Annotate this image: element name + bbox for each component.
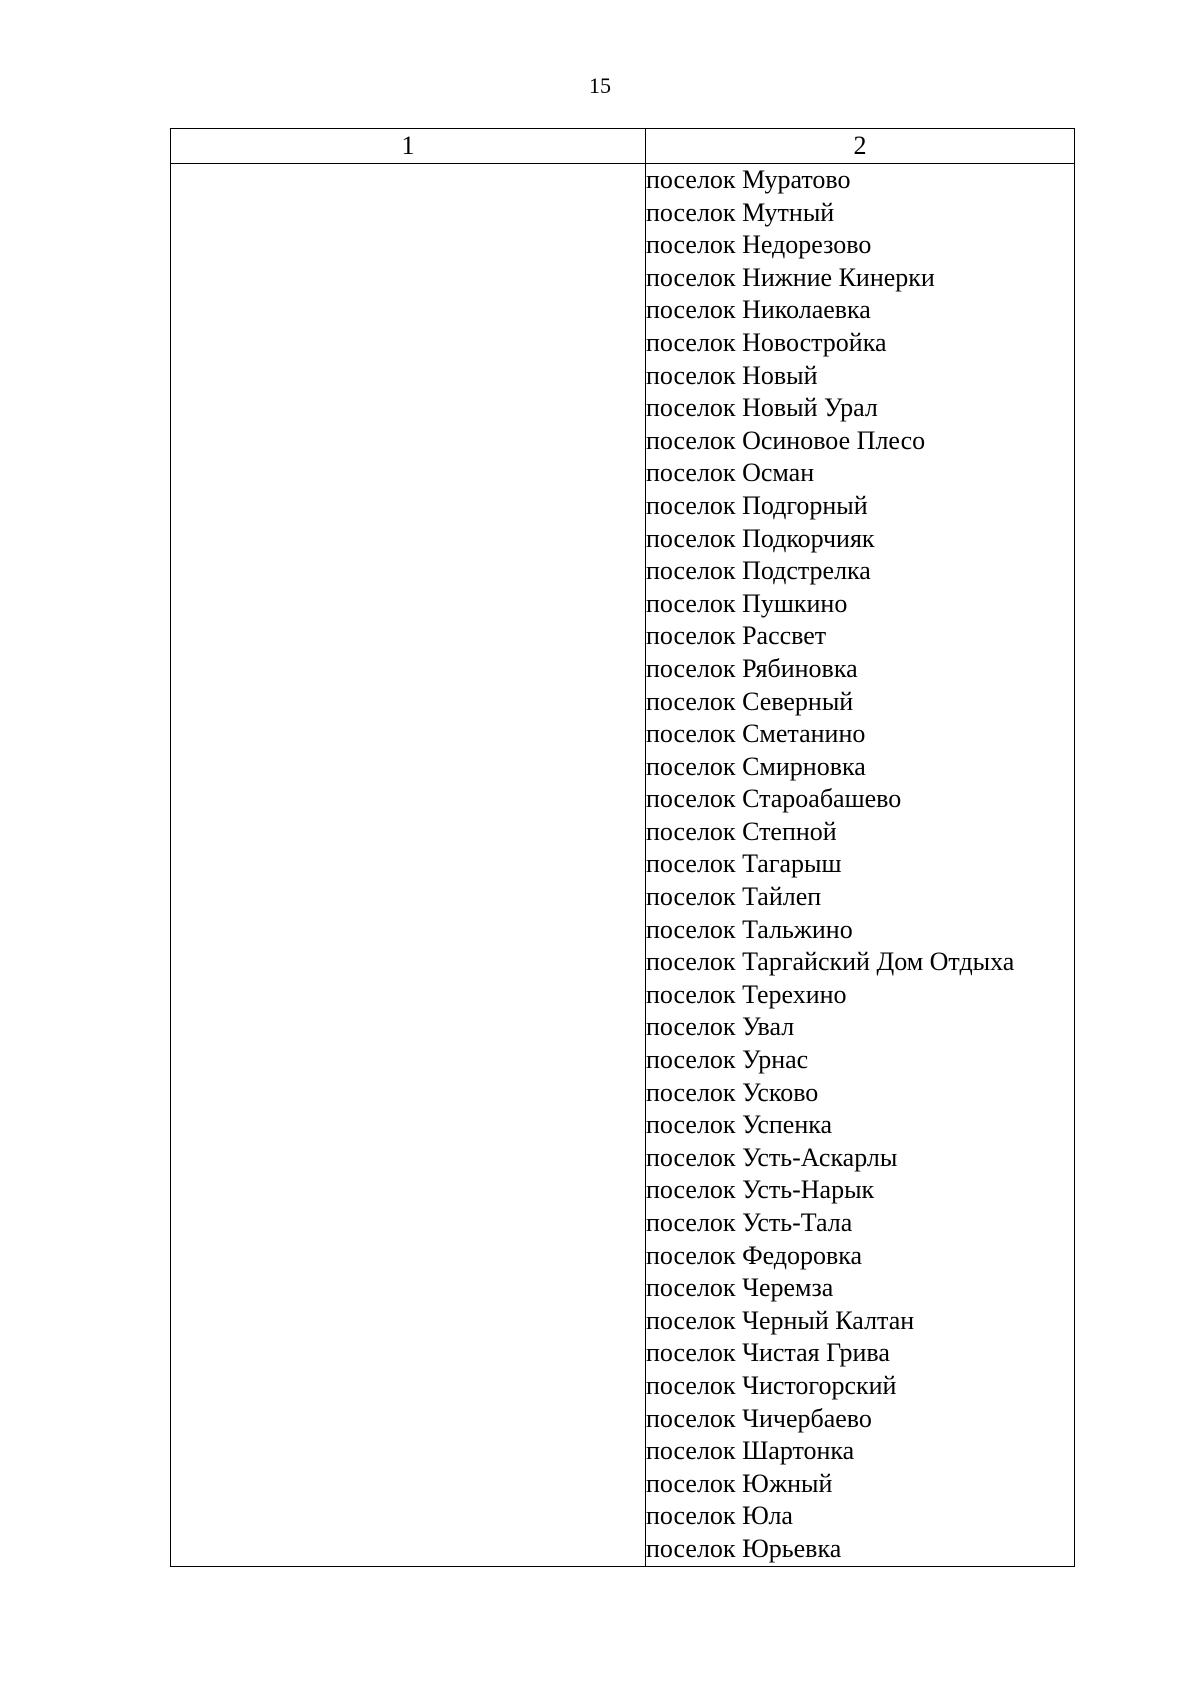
settlement-item: поселок Усково: [646, 1077, 819, 1107]
settlement-item: поселок Сметанино: [646, 719, 866, 749]
table-row: [171, 164, 1075, 1567]
settlement-item: поселок Пушкино: [646, 588, 848, 618]
settlement-item: поселок Терехино: [646, 979, 847, 1009]
settlement-item: поселок Северный: [646, 686, 854, 716]
settlement-item: поселок Юрьевка: [646, 1533, 842, 1563]
settlement-item: поселок Нижние Кинерки: [646, 262, 935, 292]
settlements-table: [170, 128, 1075, 1567]
settlement-list: [646, 164, 1074, 1566]
settlement-item: поселок Осиновое Плесо: [646, 425, 926, 455]
settlement-item: поселок Чистогорский: [646, 1370, 897, 1400]
settlement-item: поселок Староабашево: [646, 784, 902, 814]
settlement-item: поселок Новый Урал: [646, 393, 878, 423]
settlement-item: поселок Южный: [646, 1468, 833, 1498]
settlement-item: поселок Увал: [646, 1012, 795, 1042]
column-2-cell: [646, 164, 1075, 1567]
settlement-item: поселок Усть-Нарык: [646, 1175, 875, 1205]
settlement-item: поселок Таргайский Дом Отдыха: [646, 947, 1015, 977]
settlement-item: поселок Юла: [646, 1501, 793, 1531]
table-header-row: [171, 129, 1075, 164]
settlement-item: поселок Подстрелка: [646, 556, 871, 586]
settlement-item: поселок Успенка: [646, 1110, 833, 1140]
settlement-item: поселок Новый: [646, 360, 818, 390]
settlement-item: поселок Чичербаево: [646, 1403, 872, 1433]
settlement-item: поселок Черемза: [646, 1273, 834, 1303]
settlement-item: поселок Подкорчияк: [646, 523, 875, 553]
settlement-item: поселок Федоровка: [646, 1240, 863, 1270]
settlement-item: поселок Чистая Грива: [646, 1338, 890, 1368]
settlement-item: поселок Муратово: [646, 165, 851, 194]
settlement-item: поселок Мутный: [646, 197, 835, 227]
settlement-item: поселок Недорезово: [646, 230, 872, 260]
settlement-item: поселок Николаевка: [646, 295, 871, 325]
settlement-item: поселок Подгорный: [646, 490, 868, 520]
settlement-item: поселок Усть-Тала: [646, 1208, 853, 1237]
settlement-item: поселок Осман: [646, 458, 815, 488]
settlement-item: поселок Усть-Аскарлы: [646, 1142, 898, 1172]
column-header-1: 1: [171, 129, 646, 164]
settlement-item: поселок Черный Калтан: [646, 1305, 915, 1335]
column-header-2: 2: [646, 129, 1075, 164]
page-number: 15: [589, 73, 611, 98]
settlement-item: поселок Тальжино: [646, 914, 853, 944]
column-1-cell: [171, 164, 646, 1567]
settlement-item: поселок Тайлеп: [646, 882, 822, 912]
settlement-item: поселок Рябиновка: [646, 653, 858, 683]
settlement-item: поселок Степной: [646, 816, 837, 846]
settlement-item: поселок Урнас: [646, 1045, 809, 1075]
settlement-item: поселок Смирновка: [646, 751, 866, 781]
settlement-item: поселок Рассвет: [646, 621, 827, 651]
settlement-item: поселок Новостройка: [646, 327, 887, 357]
settlement-item: поселок Тагарыш: [646, 849, 842, 879]
settlement-item: поселок Шартонка: [646, 1436, 855, 1466]
